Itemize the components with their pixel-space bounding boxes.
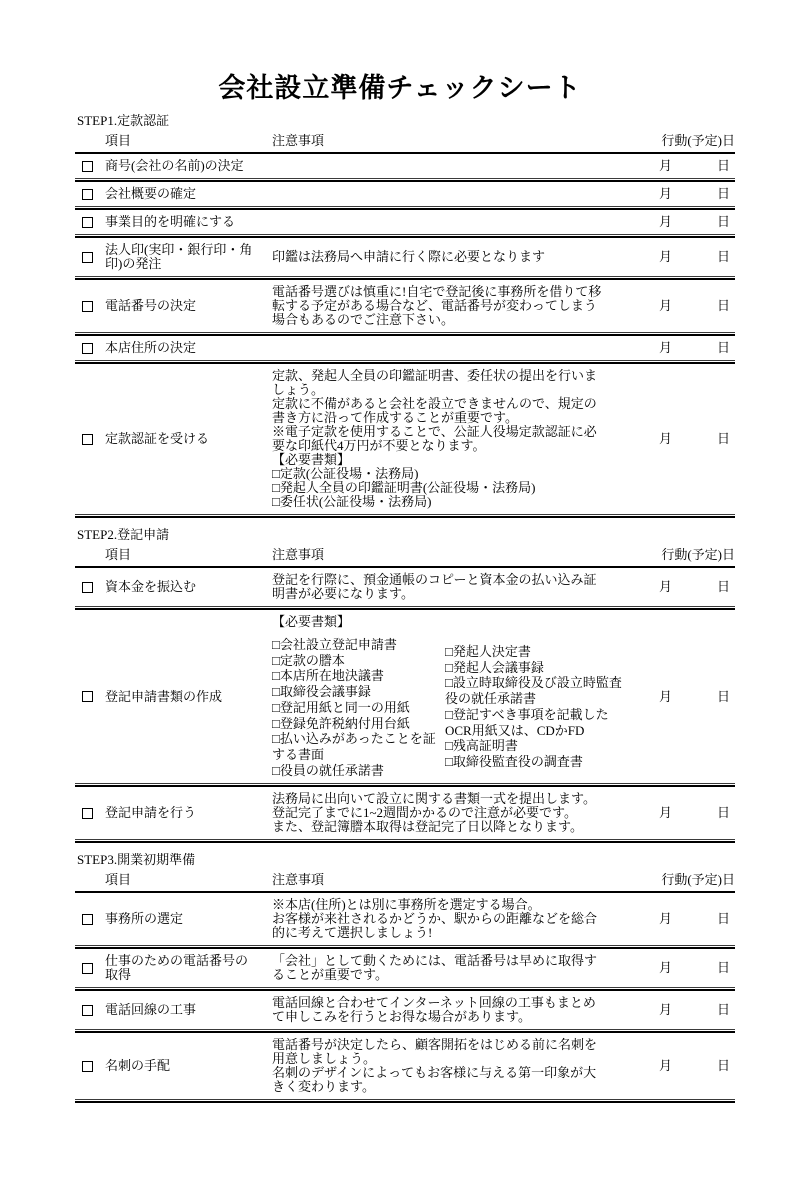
checkbox-cell: [75, 217, 105, 228]
month-label: 月: [659, 249, 673, 264]
notes-cell: [272, 996, 625, 1024]
table-header-step1: [75, 131, 735, 152]
note-line: ※本店(住所)とは別に事務所を選定する場合。: [272, 897, 541, 913]
month-label: 月: [659, 688, 673, 704]
table-row: [75, 893, 735, 945]
column-header-action-date: 行動(予定)日: [661, 547, 735, 562]
doc-list-item: □払い込みがあったことを証する書面: [272, 731, 436, 762]
action-date-cell: [625, 341, 735, 355]
day-label: 日: [716, 805, 730, 821]
item-label: 本店住所の決定: [105, 340, 197, 355]
column-header-notes: 注意事項: [272, 547, 325, 562]
checkbox-cell: [75, 1061, 105, 1072]
row-separator: [75, 839, 735, 843]
month-label: 月: [659, 579, 673, 594]
day-label: 日: [716, 911, 730, 927]
note-line: 電話回線と合わせてインターネット回線の工事もまとめて申しこみを行うとお得な場合があります。: [272, 995, 596, 1025]
month-label: 月: [659, 186, 673, 201]
day-label: 日: [716, 579, 730, 594]
section-label-step1: STEP1.定款認証: [77, 113, 170, 128]
month-label: 月: [659, 1002, 673, 1018]
month-label: 月: [659, 214, 673, 229]
item-label: 事業目的を明確にする: [105, 214, 236, 229]
required-docs-heading: 【必要書類】: [272, 452, 351, 467]
doc-list-item: □設立時取締役及び設立時監査役の就任承諾書: [445, 675, 622, 707]
table-row: [75, 610, 735, 783]
action-date-cell: [625, 912, 735, 926]
item-label: 資本金を振込む: [105, 579, 197, 594]
action-date-cell: [625, 961, 735, 975]
notes-cell: [272, 954, 625, 982]
day-label: 日: [716, 688, 730, 704]
checkbox-cell: [75, 691, 105, 702]
doc-list-item: □役員の就任承諾書: [272, 762, 384, 778]
notes-cell: [272, 615, 625, 778]
checkbox-cell: [75, 582, 105, 593]
checkbox-cell: [75, 252, 105, 263]
checkbox-cell: [75, 914, 105, 925]
required-docs-left: [272, 637, 445, 778]
item-label: 事務所の選定: [105, 911, 184, 927]
table-row: [75, 949, 735, 987]
note-line: ※電子定款を使用することで、公証人役場定款認証に必要な印紙代4万円が不要となります。: [272, 424, 597, 453]
checkbox[interactable]: [82, 963, 93, 974]
section-label-step3: STEP3.開業初期準備: [77, 852, 196, 868]
month-label: 月: [659, 805, 673, 821]
checkbox[interactable]: [82, 217, 93, 228]
day-label: 日: [716, 298, 730, 313]
doc-list-item: □発起人決定書: [445, 644, 531, 659]
section-label-step2: STEP2.登記申請: [77, 527, 170, 542]
note-line: 定款に不備があると会社を設立できませんので、規定の書き方に沿って作成することが重要です。: [272, 396, 597, 425]
action-date-cell: [625, 215, 735, 229]
action-date-cell: [625, 299, 735, 313]
item-label: 仕事のための電話番号の取得: [105, 953, 249, 983]
required-docs-right: [445, 644, 622, 778]
doc-list-item: □登録免許税納付用台紙: [272, 715, 410, 731]
table-row: [75, 1033, 735, 1099]
table-row: [75, 336, 735, 360]
action-date-cell: [625, 1059, 735, 1073]
item-label: 商号(会社の名前)の決定: [105, 158, 244, 173]
day-label: 日: [716, 158, 730, 173]
action-date-cell: [625, 806, 735, 820]
table-header-step3: [75, 870, 735, 891]
note-line: 登記を行際に、預金通帳のコピーと資本金の払い込み証明書が必要になります。: [272, 572, 597, 601]
item-label: 定款認証を受ける: [105, 431, 210, 446]
table-row: [75, 991, 735, 1029]
column-header-action-date: 行動(予定)日: [661, 872, 735, 888]
checkbox[interactable]: [82, 252, 93, 263]
column-header-notes: 注意事項: [272, 872, 325, 888]
day-label: 日: [716, 214, 730, 229]
notes-cell: [272, 1038, 625, 1094]
column-header-notes: 注意事項: [272, 133, 325, 148]
note-line: また、登記簿謄本取得は登記完了日以降となります。: [272, 819, 583, 835]
checkbox-cell: [75, 161, 105, 172]
checkbox[interactable]: [82, 914, 93, 925]
doc-list-item: □残高証明書: [445, 738, 518, 754]
month-label: 月: [659, 1058, 673, 1074]
checkbox[interactable]: [82, 1061, 93, 1072]
checkbox[interactable]: [82, 161, 93, 172]
note-line: お客様が来社されるかどうか、駅からの距離などを総合的に考えて選択しましょう!: [272, 911, 598, 941]
bottom-margin: [75, 1103, 735, 1193]
note-line: 法務局に出向いて設立に関する書類一式を提出します。: [272, 791, 596, 807]
notes-cell: [272, 250, 625, 264]
month-label: 月: [659, 298, 673, 313]
doc-list-item: □登記用紙と同一の用紙: [272, 699, 410, 715]
notes-cell: [272, 369, 625, 509]
day-label: 日: [716, 1058, 730, 1074]
checkbox[interactable]: [82, 1005, 93, 1016]
checkbox-cell: [75, 963, 105, 974]
day-label: 日: [716, 340, 730, 355]
note-line: 「会社」として動くためには、電話番号は早めに取得することが重要です。: [272, 953, 598, 983]
notes-cell: [272, 898, 625, 940]
checkbox-cell: [75, 1005, 105, 1016]
table-row: [75, 364, 735, 514]
table-header-step2: [75, 545, 735, 566]
doc-list-item: □発起人全員の印鑑証明書(公証役場・法務局): [272, 480, 536, 495]
note-line: 名刺のデザインによってもお客様に与える第一印象が大きく変わります。: [272, 1065, 597, 1095]
document-title: 会社設立準備チェックシート: [218, 73, 582, 103]
checkbox[interactable]: [82, 808, 93, 819]
note-line: 定款、発起人全員の印鑑証明書、委任状の提出を行いましょう。: [272, 368, 598, 397]
table-row: [75, 210, 735, 234]
month-label: 月: [659, 431, 673, 446]
action-date-cell: [625, 432, 735, 446]
notes-cell: [272, 285, 625, 327]
item-label: 登記申請書類の作成: [105, 688, 223, 704]
notes-cell: [272, 573, 625, 601]
action-date-cell: [625, 690, 735, 704]
note-line: 登記完了までに1~2週間かかるので注意が必要です。: [272, 805, 577, 821]
action-date-cell: [625, 159, 735, 173]
table-row: [75, 787, 735, 839]
checkbox[interactable]: [82, 434, 93, 445]
doc-list-item: □登記すべき事項を記載したOCR用紙又は、CDかFD: [445, 706, 609, 738]
item-label: 名刺の手配: [105, 1058, 171, 1074]
checkbox[interactable]: [82, 343, 93, 354]
required-docs-columns: [272, 637, 625, 778]
notes-cell: [272, 792, 625, 834]
checkbox-cell: [75, 343, 105, 354]
table-row: [75, 182, 735, 206]
column-header-item: 項目: [105, 872, 132, 888]
checkbox[interactable]: [82, 189, 93, 200]
item-label: 登記申請を行う: [105, 805, 197, 821]
month-label: 月: [659, 960, 673, 976]
note-line: 電話番号選びは慎重に!自宅で登記後に事務所を借りて移転する予定がある場合など、電話番号が変わってしまう場合もあるのでご注意下さい。: [272, 284, 602, 327]
checkbox-cell: [75, 808, 105, 819]
action-date-cell: [625, 1003, 735, 1017]
doc-list-item: □本店所在地決議書: [272, 668, 384, 684]
day-label: 日: [716, 960, 730, 976]
day-label: 日: [716, 431, 730, 446]
checkbox-cell: [75, 434, 105, 445]
table-row: [75, 238, 735, 276]
column-header-action-date: 行動(予定)日: [661, 133, 735, 148]
note-line: 電話番号が決定したら、顧客開拓をはじめる前に名刺を用意しましょう。: [272, 1037, 598, 1067]
doc-list-item: □委任状(公証役場・法務局): [272, 494, 432, 509]
table-row: [75, 280, 735, 332]
action-date-cell: [625, 250, 735, 264]
table-row: [75, 154, 735, 178]
doc-list-item: □定款の謄本: [272, 652, 345, 668]
doc-list-item: □取締役監査役の調査書: [445, 753, 583, 769]
month-label: 月: [659, 158, 673, 173]
item-label: 法人印(実印・銀行印・角印)の発注: [105, 242, 253, 271]
column-header-item: 項目: [105, 547, 132, 562]
required-docs-heading: 【必要書類】: [272, 614, 351, 629]
item-label: 電話回線の工事: [105, 1002, 197, 1018]
doc-list-item: □定款(公証役場・法務局): [272, 466, 419, 481]
checkbox[interactable]: [82, 691, 93, 702]
checkbox[interactable]: [82, 582, 93, 593]
doc-list-item: □会社設立登記申請書: [272, 637, 397, 652]
table-row: [75, 568, 735, 606]
action-date-cell: [625, 580, 735, 594]
day-label: 日: [716, 249, 730, 264]
month-label: 月: [659, 911, 673, 927]
document-body: [75, 114, 735, 1193]
checkbox[interactable]: [82, 301, 93, 312]
day-label: 日: [716, 1002, 730, 1018]
month-label: 月: [659, 340, 673, 355]
item-label: 会社概要の確定: [105, 186, 197, 201]
action-date-cell: [625, 187, 735, 201]
column-header-item: 項目: [105, 133, 132, 148]
checkbox-cell: [75, 189, 105, 200]
doc-list-item: □取締役会議事録: [272, 684, 371, 700]
day-label: 日: [716, 186, 730, 201]
item-label: 電話番号の決定: [105, 298, 197, 313]
note-line: 印鑑は法務局へ申請に行く際に必要となります: [272, 249, 546, 264]
checkbox-cell: [75, 301, 105, 312]
row-separator: [75, 514, 735, 518]
doc-list-item: □発起人会議事録: [445, 659, 544, 675]
